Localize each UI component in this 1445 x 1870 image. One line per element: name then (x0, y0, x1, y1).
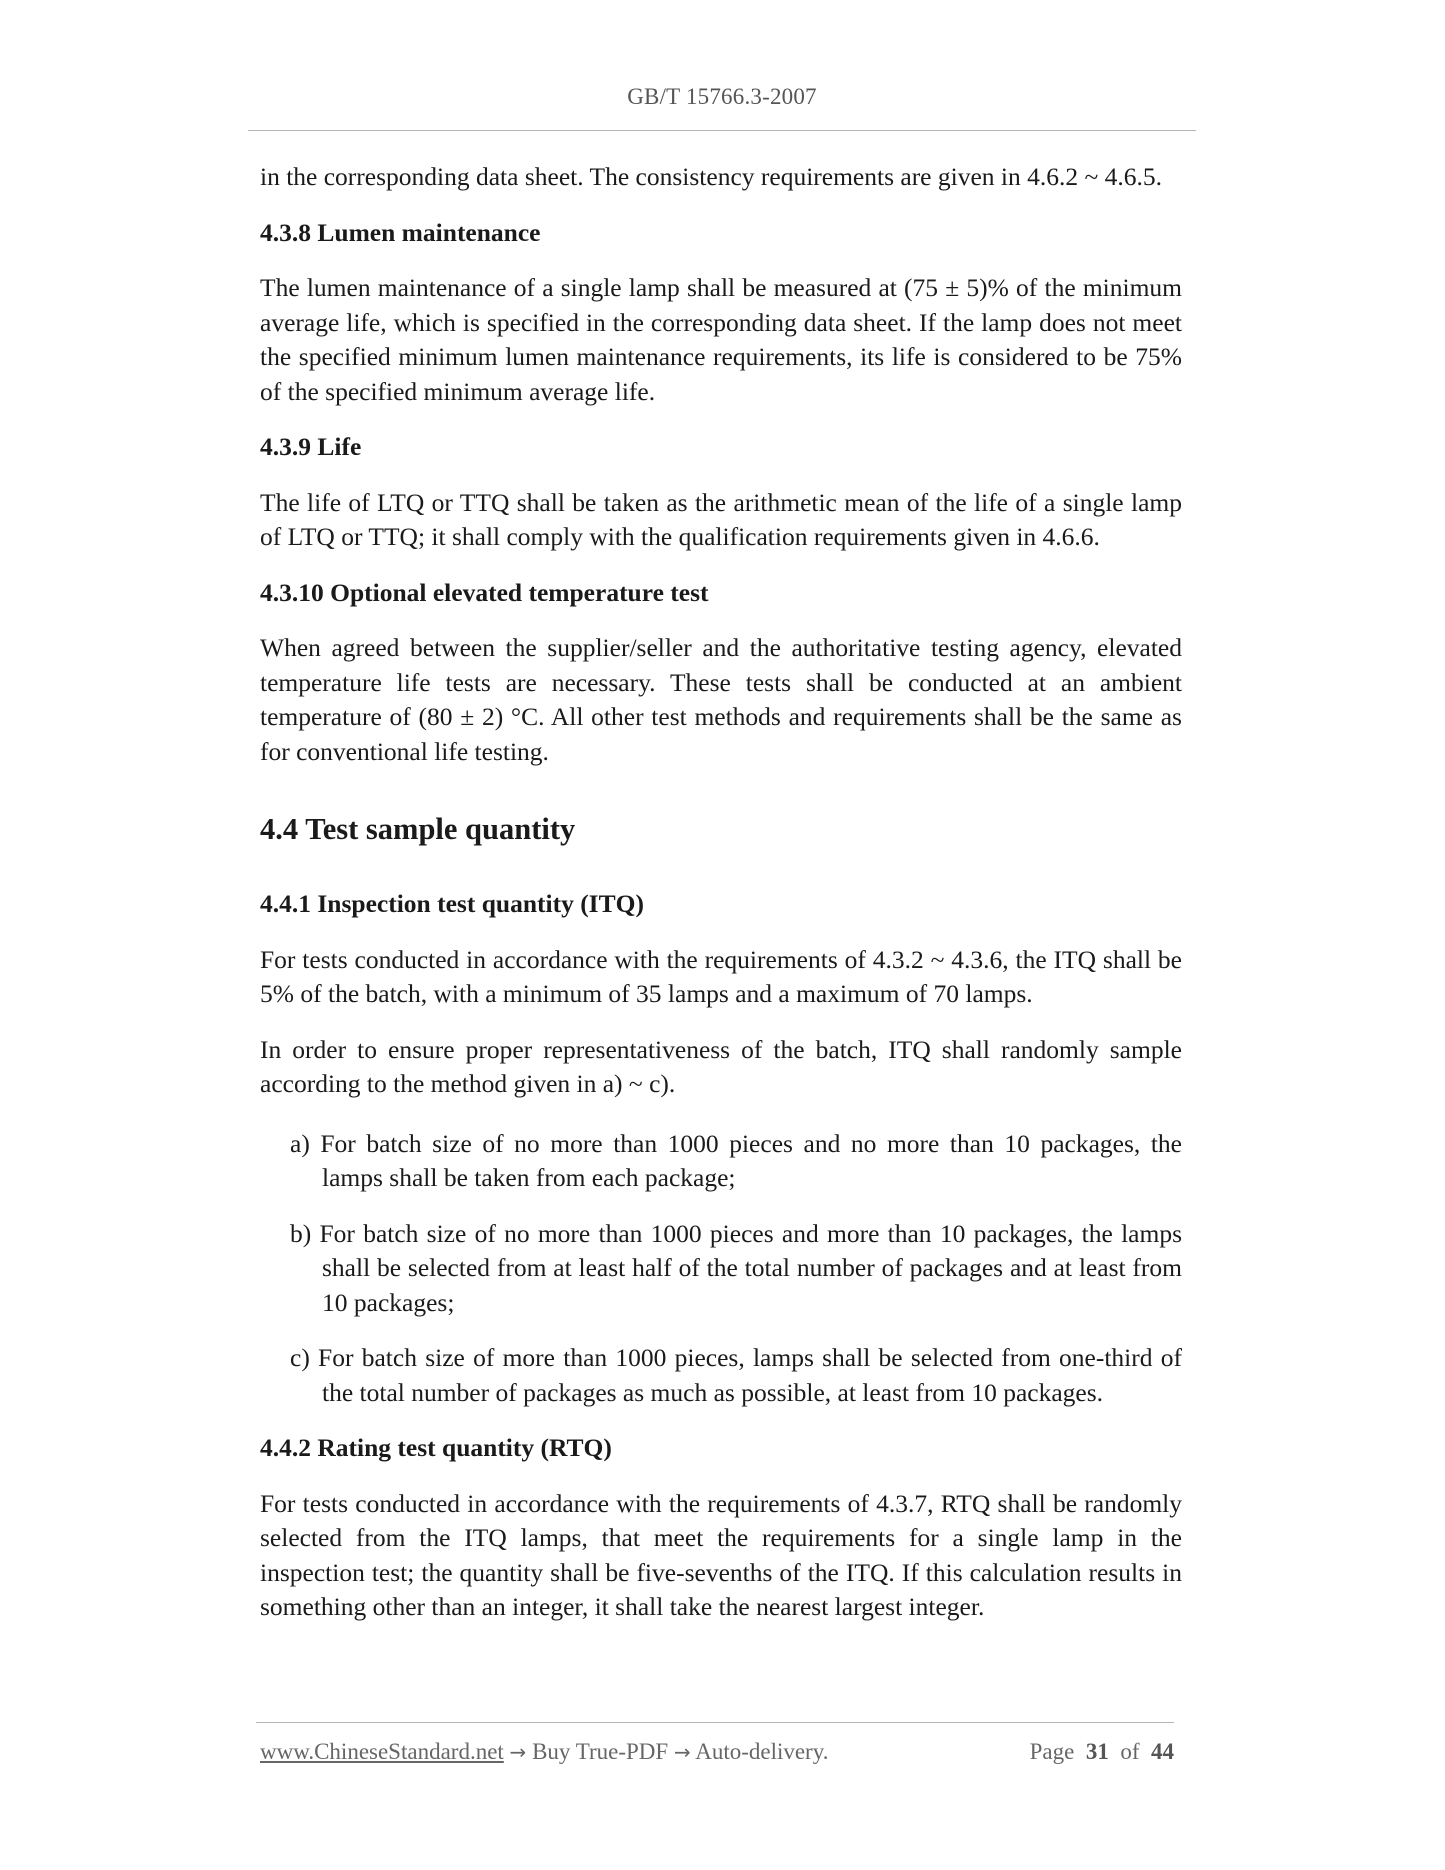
page-header: GB/T 15766.3-2007 (627, 84, 817, 109)
paragraph-rtq: For tests conducted in accordance with the requirements of 4.3.7, RTQ shall be randomly selected from the ITQ lamps, that meet the requirements for a single lamp in the inspection test; the quantity shall be five-sevenths of the ITQ. If this calculation results in something other than an integer, it shall take the nearest largest integer. (260, 1488, 1182, 1621)
buy-true-pdf-link[interactable]: Buy True-PDF (532, 1739, 669, 1764)
paragraph-lumen-maintenance: The lumen maintenance of a single lamp shall be measured at (75 ± 5)% of the minimum average life, which is specified in the corresponding data sheet. If the lamp does not meet the specified minimum lumen maintenance requirements, its life is considered to be 75% of the specified minimum average life. (260, 273, 1182, 406)
arrow-right-icon: → (509, 1740, 527, 1764)
footer-divider (256, 1722, 1174, 1723)
heading-4-3-8: 4.3.8 Lumen maintenance (260, 217, 541, 247)
list-item-c: c) For batch size of more than 1000 pieces, lamps shall be selected from one-third of the total number of packages as much as possible, at least from 10 packages. (290, 1343, 1182, 1407)
auto-delivery-text: Auto-delivery. (695, 1739, 829, 1764)
list-item-b: b) For batch size of no more than 1000 pieces and more than 10 packages, the lamps shall be selected from at least half of the total number of packages and at least from 10 packages; (290, 1218, 1182, 1317)
paragraph-itq-sampling: In order to ensure proper representativeness of the batch, ITQ shall randomly sample according to the method given in a) ~ c). (260, 1034, 1182, 1098)
paragraph-itq-quantity: For tests conducted in accordance with the requirements of 4.3.2 ~ 4.3.6, the ITQ shall be 5% of the batch, with a minimum of 35 lamps and a maximum of 70 lamps. (260, 944, 1182, 1008)
footer-links (260, 1739, 828, 1765)
total-pages: 44 (1151, 1739, 1174, 1764)
heading-4-4-2: 4.4.2 Rating test quantity (RTQ) (260, 1433, 612, 1462)
header-divider (248, 130, 1196, 131)
page-label: Page (1029, 1739, 1075, 1764)
paragraph-life: The life of LTQ or TTQ shall be taken as the arithmetic mean of the life of a single lamp of LTQ or TTQ; it shall comply with the qualification requirements given in 4.6.6. (260, 487, 1182, 551)
paragraph-elevated-temperature: When agreed between the supplier/seller and the authoritative testing agency, elevated temperature life tests are necessary. These tests shall be conducted at an ambient temperature of (80 ± 2) °C. All other test methods and requirements shall be the same as for conventional life testing. (260, 633, 1182, 766)
of-label: of (1120, 1739, 1140, 1764)
heading-4-4: 4.4 Test sample quantity (260, 812, 576, 846)
paragraph-continuation: in the corresponding data sheet. The consistency requirements are given in 4.6.2 ~ 4.6.5. (260, 162, 1163, 191)
heading-4-3-9: 4.3.9 Life (260, 432, 362, 461)
heading-4-4-1: 4.4.1 Inspection test quantity (ITQ) (260, 889, 644, 918)
page-number (1030, 1739, 1174, 1765)
document-body (260, 160, 1182, 1646)
current-page: 31 (1085, 1739, 1109, 1764)
heading-4-3-10: 4.3.10 Optional elevated temperature test (260, 577, 709, 607)
arrow-right-icon: → (673, 1740, 691, 1764)
site-link[interactable]: www.ChineseStandard.net (260, 1739, 504, 1764)
list-item-a: a) For batch size of no more than 1000 pieces and no more than 10 packages, the lamps shall be taken from each package; (290, 1128, 1182, 1192)
